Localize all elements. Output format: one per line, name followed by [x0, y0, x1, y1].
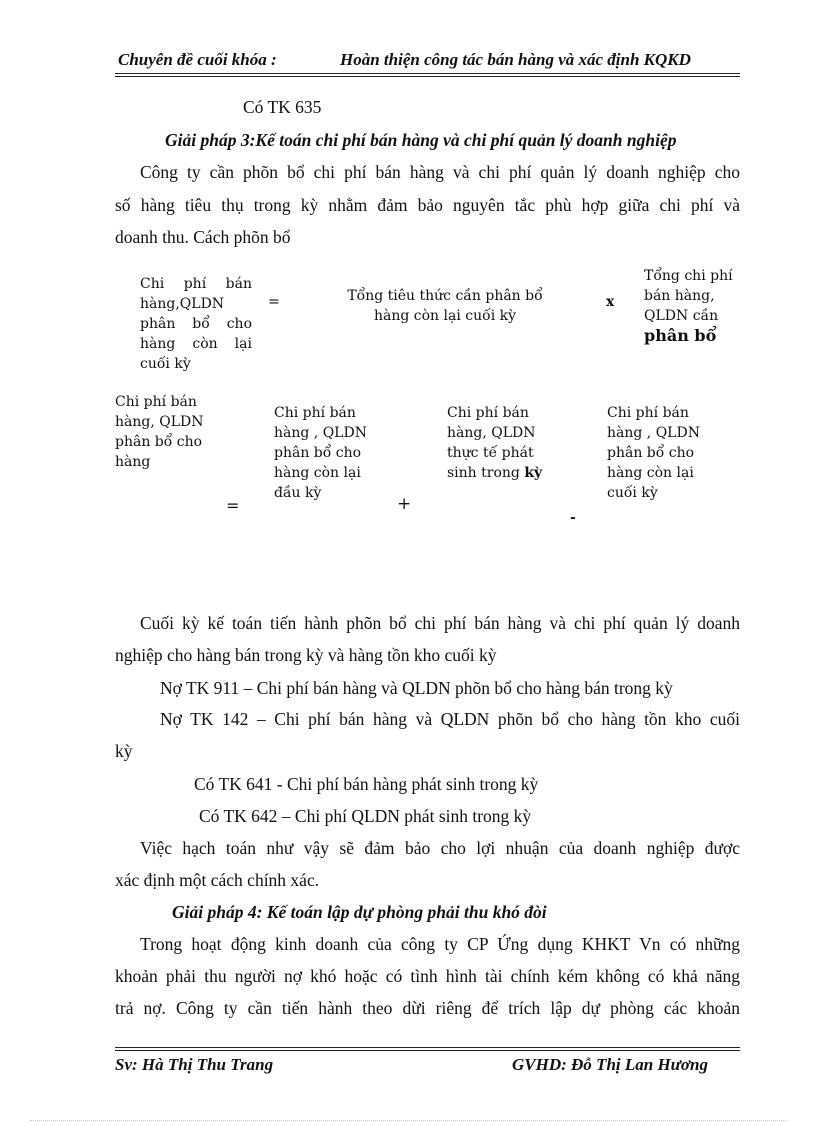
para4-line2: khoản phải thu người nợ khó hoặc có tình hình tài chính kém không có khả năng: [115, 966, 740, 986]
formula1-times: x: [606, 294, 615, 310]
formula2-term2: [447, 403, 552, 483]
entry-no-142-line1: Nợ TK 142 – Chi phí bán hàng và QLDN phõn bổ cho hàng tồn kho cuối: [160, 709, 740, 729]
formula2-term1: Chi phí bán hàng , QLDN phân bổ cho hàng còn lại đầu kỳ: [274, 405, 367, 501]
para1-line2: số hàng tiêu thụ trong kỳ nhằm đảm bảo nguyên tắc phù hợp giữa chi phí và: [115, 195, 740, 215]
footer-rule: [115, 1047, 740, 1048]
formula2-term2-bold: kỳ: [524, 465, 543, 481]
para1-line3: doanh thu. Cách phõn bổ: [115, 227, 291, 247]
header-rule-2: [115, 76, 740, 77]
heading-solution-3: Giải pháp 3:Kế toán chi phí bán hàng và chi phí quản lý doanh nghiệp: [165, 130, 677, 150]
footer-right: GVHD: Đỗ Thị Lan Hương: [512, 1055, 708, 1074]
para3-line2: xác định một cách chính xác.: [115, 870, 320, 890]
para1-line1: Công ty cần phõn bổ chi phí bán hàng và chi phí quản lý doanh nghiệp cho: [140, 162, 740, 182]
formula2-equals: =: [226, 496, 240, 515]
formula2-minus: -: [570, 510, 576, 526]
para2-line1: Cuối kỳ kế toán tiến hành phõn bổ chi phí bán hàng và chi phí quản lý doanh: [140, 613, 740, 633]
entry-no-142-line2: kỳ: [115, 741, 133, 761]
footer-rule-2: [115, 1050, 740, 1051]
formula2-term3: Chi phí bán hàng , QLDN phân bổ cho hàng còn lại cuối kỳ: [607, 405, 700, 501]
para2-line2: nghiệp cho hàng bán trong kỳ và hàng tồn kho cuối kỳ: [115, 645, 497, 665]
page-edge-dotted-line: [30, 1120, 786, 1121]
entry-co-642: Có TK 642 – Chi phí QLDN phát sinh trong kỳ: [199, 806, 532, 826]
header-left: Chuyên đề cuối khóa :: [118, 50, 277, 69]
formula1-equals: =: [268, 294, 280, 310]
entry-no-911: Nợ TK 911 – Chi phí bán hàng và QLDN phõn bổ cho hàng bán trong kỳ: [160, 678, 673, 698]
heading-solution-4: Giải pháp 4: Kế toán lập dự phòng phải thu khó đòi: [172, 902, 547, 922]
formula1-right: [644, 266, 744, 347]
para3-line1: Việc hạch toán như vậy sẽ đảm bảo cho lợi nhuận của doanh nghiệp được: [140, 838, 740, 858]
co-tk-635: Có TK 635: [243, 97, 322, 117]
formula1-middle: Tổng tiêu thức cần phân bổ hàng còn lại cuối kỳ: [347, 288, 543, 324]
para4-line3: trả nợ. Công ty cần tiến hành theo dừi riêng để trích lập dự phòng các khoản: [115, 998, 740, 1018]
header-rule: [115, 73, 740, 74]
entry-co-641: Có TK 641 - Chi phí bán hàng phát sinh trong kỳ: [194, 774, 539, 794]
formula1-right-bold: phân bổ: [644, 326, 717, 345]
formula2-plus: +: [397, 494, 412, 514]
para4-line1: Trong hoạt động kinh doanh của công ty CP Ứng dụng KHKT Vn có những: [140, 934, 740, 954]
formula1-left: Chi phí bán hàng,QLDN phân bổ cho hàng còn lại cuối kỳ: [140, 276, 252, 372]
formula1-right-text: Tổng chi phí bán hàng, QLDN cần: [644, 268, 733, 324]
header-right: Hoàn thiện công tác bán hàng và xác định KQKD: [340, 50, 691, 69]
formula2-left: Chi phí bán hàng, QLDN phân bổ cho hàng: [115, 394, 204, 470]
formula2-term2-text: Chi phí bán hàng, QLDN thực tế phát sinh trong: [447, 405, 536, 481]
footer-left: Sv: Hà Thị Thu Trang: [115, 1055, 274, 1074]
